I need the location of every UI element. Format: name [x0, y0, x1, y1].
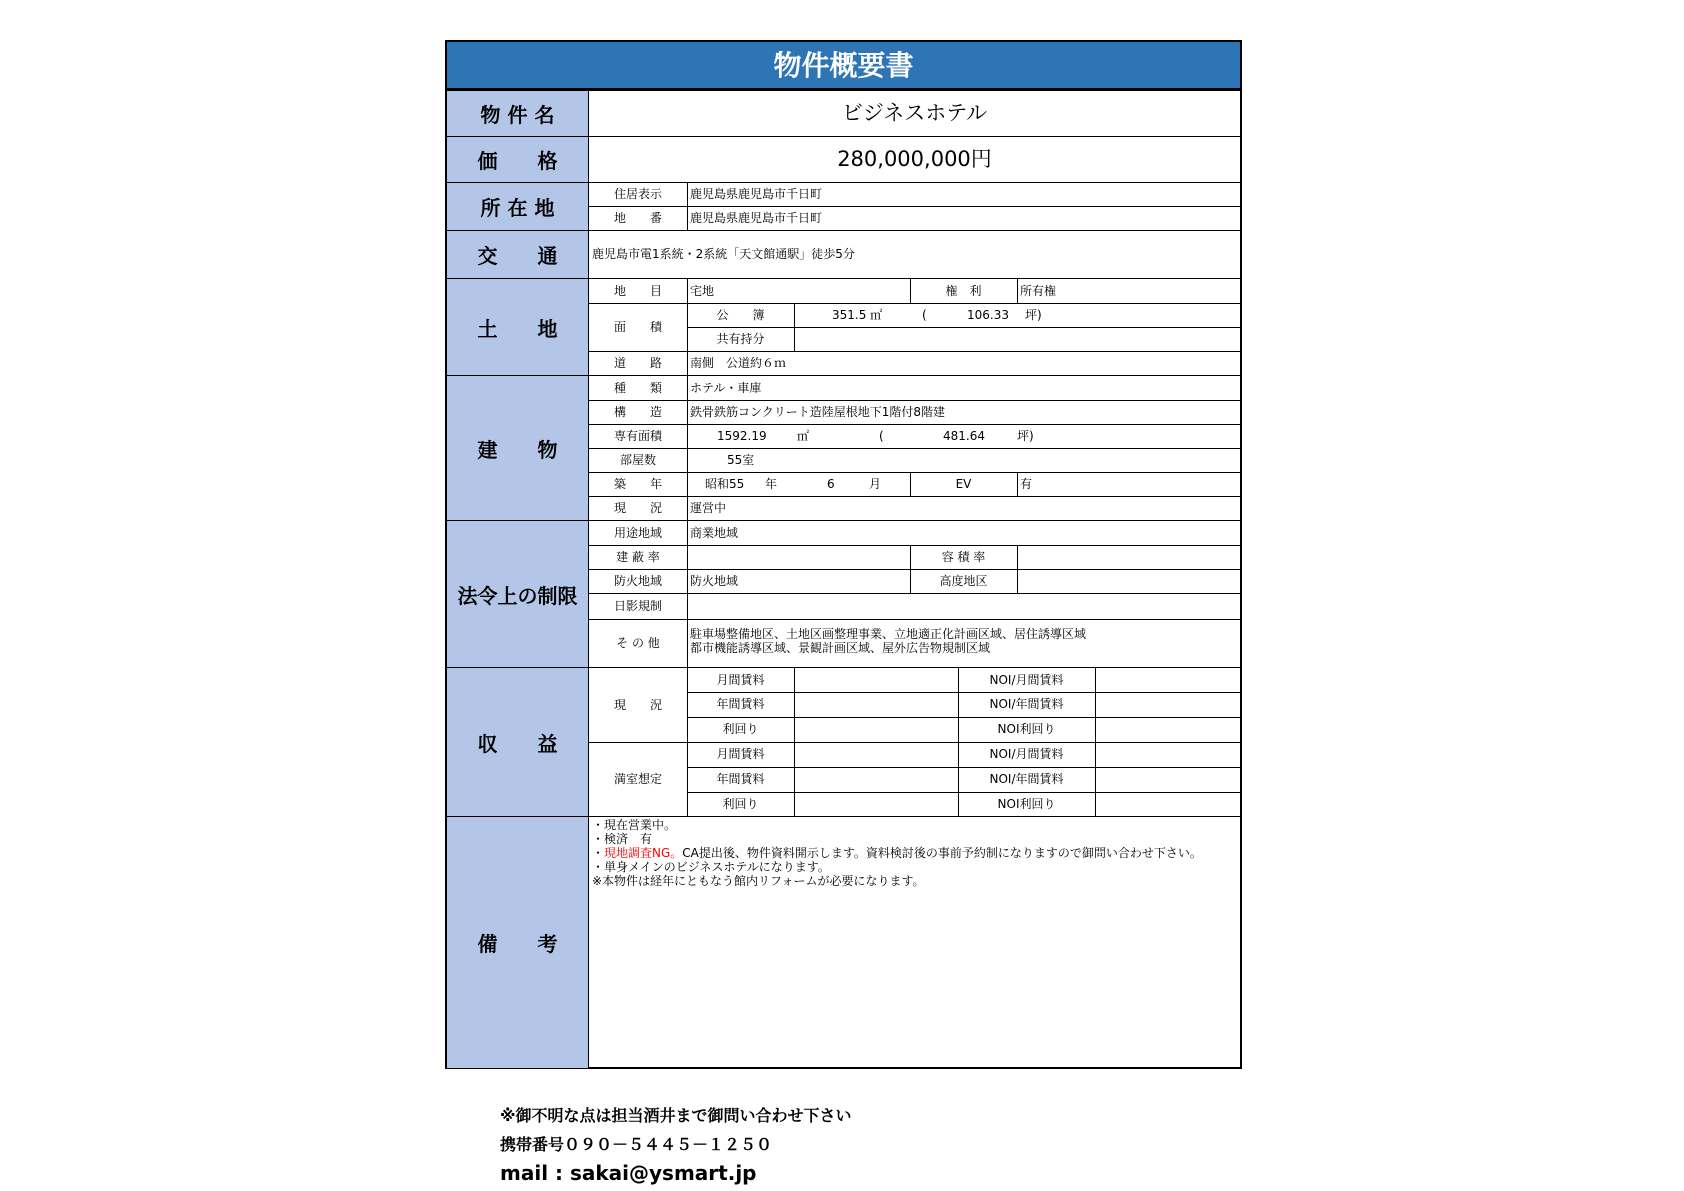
building-ev-label: EV — [955, 477, 972, 491]
income-row-left: 年間賃料 — [716, 697, 765, 711]
building-rooms-label: 部屋数 — [619, 453, 656, 467]
income-row-left: 年間賃料 — [716, 772, 765, 786]
building-ev-value: 有 — [1020, 477, 1033, 491]
row-property-name — [447, 90, 1240, 136]
building-built-era: 昭和55 — [705, 477, 745, 491]
building-floor-sqm: 1592.19 — [717, 429, 767, 443]
price-value: 280,000,000円 — [837, 147, 992, 171]
building-type-value: ホテル・車庫 — [690, 381, 762, 395]
building-rooms-value: 55室 — [727, 453, 755, 467]
building-month-unit: 月 — [869, 477, 882, 491]
legal-fire-value: 防火地域 — [690, 574, 739, 588]
label-remarks: 備 考 — [447, 817, 589, 1068]
label-location: 所 在 地 — [447, 183, 589, 230]
land-right-label: 権 利 — [945, 284, 982, 298]
legal-fire-label: 防火地域 — [613, 574, 662, 588]
row-income — [447, 667, 1240, 816]
land-registry-tsubo: 106.33 — [967, 308, 1009, 322]
legal-zone-label: 用途地域 — [613, 526, 662, 540]
property-summary-sheet — [445, 40, 1242, 1069]
footer-note: ※御不明な点は担当酒井まで御問い合わせ下さい — [500, 1106, 852, 1125]
remark-line: ※本物件は経年にともなう館内リフォームが必要になります。 — [592, 874, 925, 888]
land-shared-label: 共有持分 — [716, 332, 765, 346]
label-building: 建 物 — [447, 376, 589, 520]
income-row-left: 月間賃料 — [716, 673, 765, 687]
remark-line — [592, 846, 1232, 860]
building-built-month: 6 — [827, 477, 835, 491]
label-transport: 交 通 — [447, 231, 589, 278]
income-row-right: NOI利回り — [997, 722, 1056, 736]
land-road-value: 南側 公道約６ｍ — [690, 356, 787, 370]
building-built-label: 築 年 — [613, 477, 662, 491]
remark-warning: 現地調査NG。 — [604, 846, 683, 860]
legal-far-label: 容 積 率 — [941, 550, 986, 564]
label-property-name: 物 件 名 — [447, 91, 589, 136]
building-status-label: 現 況 — [613, 501, 662, 515]
legal-other-label: そ の 他 — [616, 636, 660, 650]
income-full-label: 満室想定 — [613, 772, 662, 786]
label-land: 土 地 — [447, 279, 589, 375]
building-tsubo-close: 坪) — [1017, 429, 1034, 443]
row-remarks — [447, 816, 1240, 1067]
building-structure-label: 構 造 — [613, 405, 662, 419]
remark-line: ・現在営業中。 — [592, 818, 677, 832]
income-row-left: 月間賃料 — [716, 747, 765, 761]
footer-mail: mail : sakai@ysmart.jp — [500, 1161, 757, 1185]
remark-bullet: ・ — [592, 846, 605, 860]
lot-label: 地 番 — [613, 211, 662, 225]
income-row-right: NOI/年間賃料 — [989, 772, 1064, 786]
building-year-unit: 年 — [765, 477, 778, 491]
income-row-left: 利回り — [722, 722, 759, 736]
building-sqm-unit: ㎡ — [797, 429, 810, 443]
building-floor-tsubo: 481.64 — [943, 429, 985, 443]
remarks-text — [592, 818, 1232, 888]
land-area-label: 面 積 — [613, 320, 662, 334]
land-road-label: 道 路 — [613, 356, 662, 370]
lot-value: 鹿児島県鹿児島市千日町 — [690, 211, 823, 225]
income-row-right: NOI/年間賃料 — [989, 697, 1064, 711]
address-label: 住居表示 — [613, 187, 662, 201]
remark-line: ・検済 有 — [592, 832, 653, 846]
legal-shadow-label: 日影規制 — [613, 599, 662, 613]
row-legal — [447, 520, 1240, 667]
legal-height-label: 高度地区 — [939, 574, 988, 588]
row-transport — [447, 230, 1240, 278]
building-type-label: 種 類 — [613, 381, 662, 395]
income-row-right: NOI/月間賃料 — [989, 673, 1064, 687]
legal-zone-value: 商業地域 — [690, 526, 739, 540]
remark-line: ・単身メインのビジネスホテルになります。 — [592, 860, 830, 874]
income-row-right: NOI/月間賃料 — [989, 747, 1064, 761]
legal-coverage-label: 建 蔽 率 — [616, 550, 660, 564]
label-price: 価 格 — [447, 137, 589, 182]
row-building — [447, 375, 1240, 520]
land-category-label: 地 目 — [613, 284, 662, 298]
transport-value: 鹿児島市電1系統・2系統「天文館通駅」徒歩5分 — [592, 247, 855, 261]
building-paren-open: ( — [879, 429, 884, 443]
land-right-value: 所有権 — [1020, 284, 1057, 298]
address-value: 鹿児島県鹿児島市千日町 — [690, 187, 823, 201]
building-status-value: 運営中 — [690, 501, 727, 515]
row-price — [447, 136, 1240, 182]
land-category-value: 宅地 — [690, 284, 715, 298]
row-location — [447, 182, 1240, 230]
sheet-title: 物件概要書 — [447, 42, 1240, 90]
property-name-value: ビジネスホテル — [841, 101, 988, 125]
income-row-right: NOI利回り — [997, 797, 1056, 811]
land-registry-sqm: 351.5 ㎡ — [832, 308, 883, 322]
legal-other-line1: 駐車場整備地区、土地区画整理事業、立地適正化計画区域、居住誘導区域 — [690, 627, 1087, 641]
income-current-label: 現 況 — [613, 698, 662, 712]
label-legal: 法令上の制限 — [447, 521, 589, 667]
land-paren-open: ( — [922, 308, 927, 322]
legal-other-line2: 都市機能誘導区域、景観計画区域、屋外広告物規制区域 — [690, 641, 991, 655]
land-tsubo-close: 坪) — [1025, 308, 1042, 322]
remark-text: CA提出後、物件資料開示します。資料検討後の事前予約制になりますので御問い合わせ下さい。 — [682, 846, 1202, 860]
label-income: 収 益 — [447, 668, 589, 816]
land-registry-label: 公 簿 — [716, 308, 765, 322]
row-land — [447, 278, 1240, 375]
building-floor-area-label: 専有面積 — [613, 429, 662, 443]
income-row-left: 利回り — [722, 797, 759, 811]
building-structure-value: 鉄骨鉄筋コンクリート造陸屋根地下1階付8階建 — [690, 405, 946, 419]
footer-phone: 携帯番号０９０－５４４５－１２５０ — [500, 1135, 773, 1154]
